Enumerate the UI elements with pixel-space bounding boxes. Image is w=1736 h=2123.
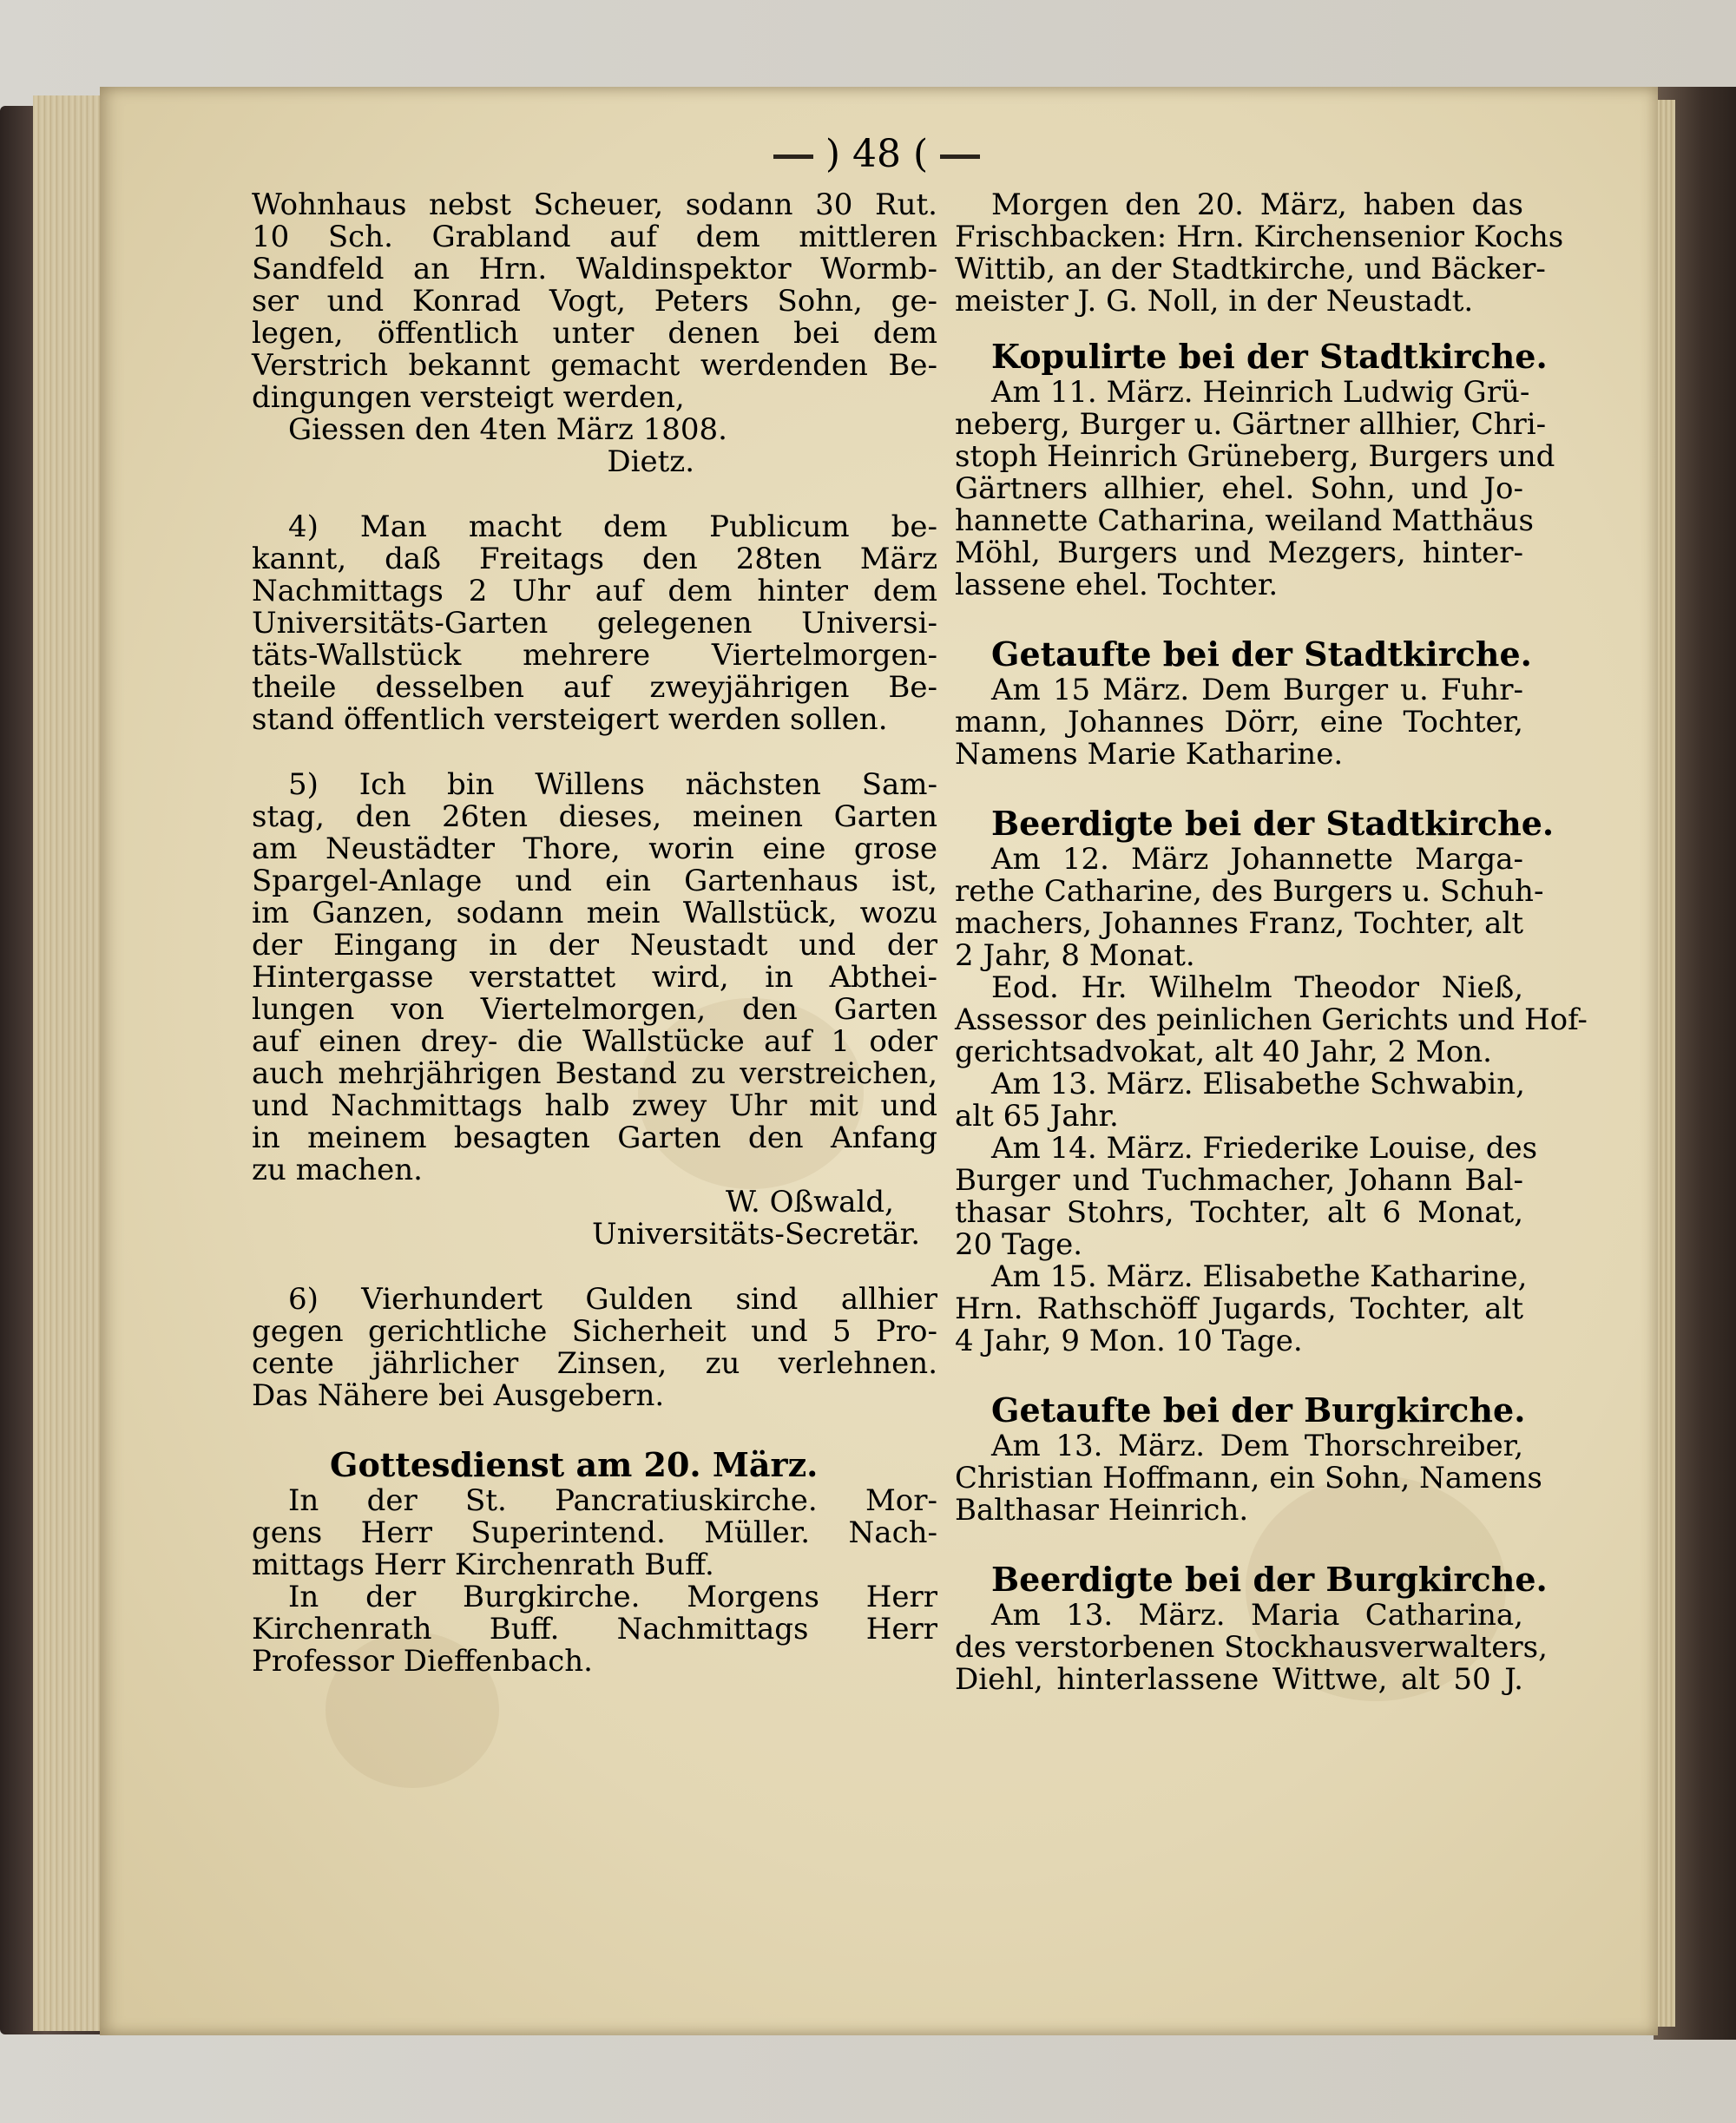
text-line: gerichtsadvokat, alt 40 Jahr, 2 Mon. (955, 1035, 1492, 1069)
text-line: Assessor des peinlichen Gerichts und Hof- (955, 1002, 1588, 1037)
text-line: Eod. Hr. Wilhelm Theodor Nieß, (991, 970, 1523, 1005)
section-heading: Gottesdienst am 20. März. (330, 1445, 819, 1484)
text-line: auch mehrjährigen Bestand zu verstreichen, (252, 1056, 937, 1091)
text-line: Christian Hoffmann, ein Sohn, Namens (955, 1461, 1542, 1495)
text-line: mann, Johannes Dörr, eine Tochter, (955, 705, 1523, 739)
text-line: Das Nähere bei Ausgebern. (252, 1378, 665, 1413)
text-line: Am 15. März. Elisabethe Katharine, (991, 1259, 1528, 1294)
text-line: Möhl, Burgers und Mezgers, hinter- (955, 536, 1523, 570)
text-line: Hrn. Rathschöff Jugards, Tochter, alt (955, 1292, 1523, 1326)
text-line: Verstrich bekannt gemacht werdenden Be- (252, 348, 937, 383)
section-heading: Beerdigte bei der Burgkirche. (991, 1560, 1548, 1599)
text-line: ser und Konrad Vogt, Peters Sohn, ge- (252, 284, 937, 319)
text-line: 4 Jahr, 9 Mon. 10 Tage. (955, 1324, 1303, 1358)
section-heading: Beerdigte bei der Stadtkirche. (991, 804, 1555, 843)
text-line: alt 65 Jahr. (955, 1099, 1119, 1134)
text-line: gens Herr Superintend. Müller. Nach- (252, 1515, 937, 1550)
text-line: Professor Dieffenbach. (252, 1644, 593, 1679)
text-line: 2 Jahr, 8 Monat. (955, 938, 1195, 973)
text-line: Balthasar Heinrich. (955, 1493, 1249, 1528)
text-line: Am 13. März. Dem Thorschreiber, (991, 1429, 1523, 1463)
text-line: kannt, daß Freitags den 28ten März (252, 542, 937, 576)
page-number-header (703, 128, 1050, 181)
text-line: stag, den 26ten dieses, meinen Garten (252, 799, 937, 834)
text-line: cente jährlicher Zinsen, zu verlehnen. (252, 1346, 937, 1381)
signature-title: Universitäts-Secretär. (592, 1217, 920, 1252)
signature: W. Oßwald, (725, 1185, 894, 1219)
text-line: Sandfeld an Hrn. Waldinspektor Wormb- (252, 252, 937, 286)
text-line: Am 15 März. Dem Burger u. Fuhr- (991, 673, 1523, 707)
text-line: Kirchenrath Buff. Nachmittags Herr (252, 1612, 937, 1646)
header-dash-left (773, 154, 813, 159)
text-line: 20 Tage. (955, 1227, 1083, 1262)
text-line: in meinem besagten Garten den Anfang (252, 1121, 937, 1155)
text-line: dingungen versteigt werden, (252, 380, 685, 415)
right-column (955, 187, 1588, 1697)
text-line: stand öffentlich versteigert werden sollen. (252, 702, 888, 737)
text-line: Am 12. März Johannette Marga- (991, 842, 1523, 877)
left-column (252, 189, 937, 1678)
text-line: stoph Heinrich Grüneberg, Burgers und (955, 439, 1555, 474)
text-line: thasar Stohrs, Tochter, alt 6 Monat, (955, 1195, 1523, 1230)
place-date-line: Giessen den 4ten März 1808. (288, 412, 727, 447)
text-line: neberg, Burger u. Gärtner allhier, Chri- (955, 407, 1547, 442)
signature: Dietz. (607, 444, 694, 479)
text-line: und Nachmittags halb zwey Uhr mit und (252, 1088, 937, 1123)
text-line: 4) Man macht dem Publicum be- (288, 509, 937, 544)
text-line: 5) Ich bin Willens nächsten Sam- (288, 767, 937, 802)
page-number: ) 48 ( (825, 132, 929, 176)
text-line: lungen von Viertelmorgen, den Garten (252, 992, 937, 1027)
text-line: am Neustädter Thore, worin eine grose (252, 831, 937, 866)
section-heading: Getaufte bei der Stadtkirche. (991, 634, 1532, 674)
text-line: meister J. G. Noll, in der Neustadt. (955, 284, 1474, 319)
text-line: Am 11. März. Heinrich Ludwig Grü- (991, 375, 1530, 410)
text-line: Am 13. März. Elisabethe Schwabin, (991, 1067, 1525, 1101)
text-line: Nachmittags 2 Uhr auf dem hinter dem (252, 574, 937, 608)
text-line: theile desselben auf zweyjährigen Be- (252, 670, 937, 705)
text-line: Wohnhaus nebst Scheuer, sodann 30 Rut. (252, 187, 937, 222)
text-line: gegen gerichtliche Sicherheit und 5 Pro- (252, 1314, 937, 1349)
text-line: Wittib, an der Stadtkirche, und Bäcker- (955, 252, 1546, 286)
text-line: Frischbacken: Hrn. Kirchensenior Kochs (955, 220, 1564, 254)
section-heading: Kopulirte bei der Stadtkirche. (991, 337, 1548, 376)
text-line: Gärtners allhier, ehel. Sohn, und Jo- (955, 471, 1523, 506)
text-line: Burger und Tuchmacher, Johann Bal- (955, 1163, 1523, 1198)
text-line: In der Burgkirche. Morgens Herr (288, 1580, 937, 1614)
text-line: Am 14. März. Friederike Louise, des (991, 1131, 1538, 1166)
text-line: lassene ehel. Tochter. (955, 568, 1279, 602)
text-line: machers, Johannes Franz, Tochter, alt (955, 906, 1523, 941)
text-line: täts-Wallstück mehrere Viertelmorgen- (252, 638, 937, 673)
text-line: 10 Sch. Grabland auf dem mittleren (252, 220, 937, 254)
text-line: mittags Herr Kirchenrath Buff. (252, 1548, 714, 1582)
text-line: zu machen. (252, 1153, 423, 1187)
text-line: der Eingang in der Neustadt und der (252, 928, 937, 963)
text-line: legen, öffentlich unter denen bei dem (252, 316, 937, 351)
text-line: Diehl, hinterlassene Wittwe, alt 50 J. (955, 1662, 1523, 1697)
text-line: Namens Marie Katharine. (955, 737, 1344, 772)
text-line: Hintergasse verstattet wird, in Abthei- (252, 960, 937, 995)
text-line: des verstorbenen Stockhausverwalters, (955, 1630, 1548, 1665)
text-line: Universitäts-Garten gelegenen Universi- (252, 606, 937, 641)
text-line: Spargel-Anlage und ein Gartenhaus ist, (252, 864, 937, 898)
text-line: Am 13. März. Maria Catharina, (991, 1598, 1523, 1633)
text-line: Morgen den 20. März, haben das (991, 187, 1523, 222)
text-line: rethe Catharine, des Burgers u. Schuh- (955, 874, 1544, 909)
text-line: In der St. Pancratiuskirche. Mor- (288, 1483, 937, 1518)
header-dash-right (940, 154, 980, 159)
text-line: auf einen drey- die Wallstücke auf 1 oder (252, 1024, 937, 1059)
text-line: 6) Vierhundert Gulden sind allhier (288, 1282, 937, 1317)
text-line: im Ganzen, sodann mein Wallstück, wozu (252, 896, 937, 930)
section-heading: Getaufte bei der Burgkirche. (991, 1390, 1526, 1430)
text-line: hannette Catharina, weiland Matthäus (955, 503, 1535, 538)
